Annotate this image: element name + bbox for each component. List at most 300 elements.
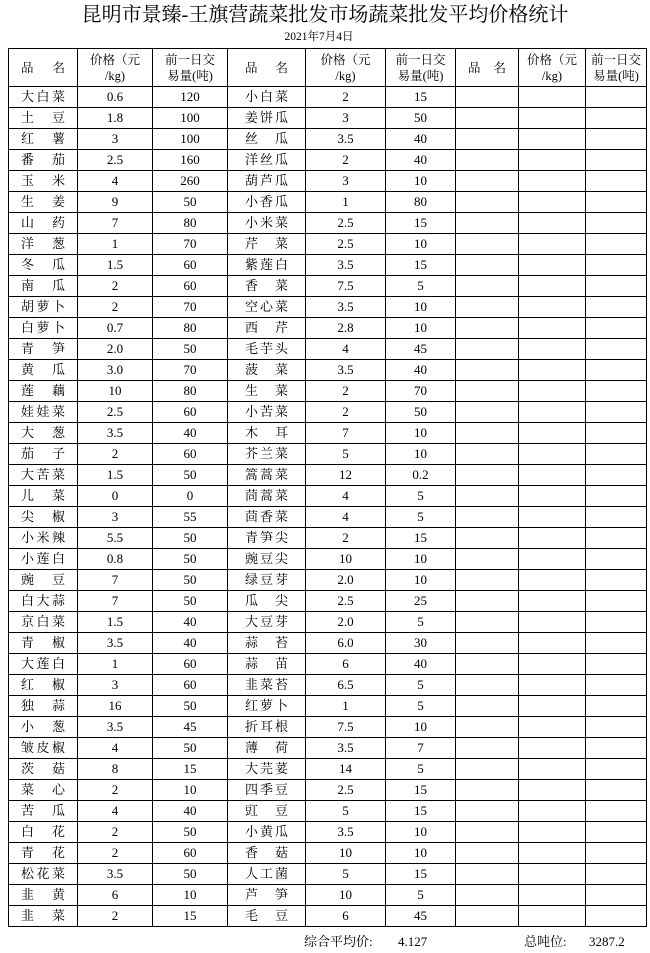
cell-volume: 40 [386, 129, 456, 150]
cell-price: 6 [78, 885, 153, 906]
table-row [9, 906, 647, 927]
cell-name [456, 318, 519, 339]
cell-name [456, 192, 519, 213]
cell-name: 菜 心 [9, 780, 78, 801]
cell-name: 松花菜 [9, 864, 78, 885]
table-row [9, 360, 647, 381]
cell-price [519, 276, 586, 297]
cell-name: 空心菜 [228, 297, 306, 318]
table-row [9, 507, 647, 528]
cell-name: 儿 菜 [9, 486, 78, 507]
cell-price: 2 [306, 528, 386, 549]
cell-volume [586, 885, 647, 906]
table-row [9, 570, 647, 591]
cell-name: 白大蒜 [9, 591, 78, 612]
table-row [9, 885, 647, 906]
cell-name [456, 381, 519, 402]
total-tonnage-label: 总吨位: [524, 934, 567, 949]
cell-price: 0.6 [78, 87, 153, 108]
cell-volume: 50 [386, 402, 456, 423]
cell-name: 小 葱 [9, 717, 78, 738]
table-row [9, 633, 647, 654]
table-row [9, 381, 647, 402]
cell-volume: 15 [386, 87, 456, 108]
cell-volume: 15 [386, 528, 456, 549]
cell-volume: 5 [386, 885, 456, 906]
cell-name [456, 108, 519, 129]
cell-volume: 10 [386, 549, 456, 570]
cell-price [519, 213, 586, 234]
table-row [9, 549, 647, 570]
header-price [78, 49, 153, 87]
cell-price [519, 717, 586, 738]
cell-volume [586, 108, 647, 129]
table-row [9, 822, 647, 843]
header-volume-line: 前一日交 [164, 52, 215, 67]
cell-price [519, 780, 586, 801]
cell-price: 4 [306, 507, 386, 528]
cell-volume [586, 675, 647, 696]
cell-name [456, 780, 519, 801]
cell-name: 毛芋头 [228, 339, 306, 360]
cell-price: 3.5 [306, 129, 386, 150]
cell-price: 1 [306, 696, 386, 717]
cell-price: 1.5 [78, 255, 153, 276]
cell-price: 2 [78, 297, 153, 318]
cell-volume: 50 [153, 192, 228, 213]
table-row [9, 780, 647, 801]
cell-price [519, 591, 586, 612]
cell-price: 2 [306, 381, 386, 402]
cell-name [456, 528, 519, 549]
cell-price: 1 [78, 234, 153, 255]
cell-price [519, 255, 586, 276]
table-row [9, 192, 647, 213]
cell-volume: 50 [153, 570, 228, 591]
cell-volume [586, 339, 647, 360]
table-row [9, 87, 647, 108]
cell-name: 青笋尖 [228, 528, 306, 549]
cell-name: 西 芹 [228, 318, 306, 339]
table-row [9, 297, 647, 318]
cell-price: 3.5 [306, 360, 386, 381]
cell-price: 2.5 [306, 780, 386, 801]
cell-name [456, 171, 519, 192]
total-tonnage-value: 3287.2 [589, 934, 625, 949]
cell-price: 3.5 [78, 864, 153, 885]
cell-name [456, 822, 519, 843]
cell-name: 韭菜苔 [228, 675, 306, 696]
cell-price [519, 423, 586, 444]
cell-volume: 10 [153, 780, 228, 801]
cell-price: 5 [306, 444, 386, 465]
cell-volume [586, 864, 647, 885]
cell-name: 瓜 尖 [228, 591, 306, 612]
cell-price [519, 759, 586, 780]
average-price-label: 综合平均价: [304, 934, 373, 949]
cell-volume: 70 [386, 381, 456, 402]
cell-volume: 15 [386, 255, 456, 276]
cell-volume: 50 [153, 591, 228, 612]
cell-name: 红 薯 [9, 129, 78, 150]
cell-volume [586, 276, 647, 297]
cell-price [519, 444, 586, 465]
cell-price: 1.5 [78, 612, 153, 633]
cell-price: 0.7 [78, 318, 153, 339]
cell-name [456, 591, 519, 612]
cell-price: 3.5 [306, 297, 386, 318]
cell-name: 茄 子 [9, 444, 78, 465]
cell-volume [586, 843, 647, 864]
cell-name: 木 耳 [228, 423, 306, 444]
cell-name: 白萝卜 [9, 318, 78, 339]
cell-name: 茼蒿菜 [228, 486, 306, 507]
cell-price: 1.5 [78, 465, 153, 486]
cell-volume: 50 [153, 549, 228, 570]
cell-volume [586, 402, 647, 423]
cell-price: 2.5 [78, 150, 153, 171]
cell-price: 2 [306, 150, 386, 171]
cell-price [519, 507, 586, 528]
cell-price: 5 [306, 864, 386, 885]
cell-price: 2 [306, 87, 386, 108]
average-price-value: 4.127 [398, 934, 428, 949]
cell-price [519, 171, 586, 192]
table-row [9, 486, 647, 507]
cell-name: 豌豆尖 [228, 549, 306, 570]
cell-name: 姜饼瓜 [228, 108, 306, 129]
header-price-line: 价格（元 [89, 52, 140, 67]
cell-price: 14 [306, 759, 386, 780]
page-title: 昆明市景臻-王旗营蔬菜批发市场蔬菜批发平均价格统计 [81, 4, 569, 26]
cell-price: 2.5 [78, 402, 153, 423]
cell-volume [586, 486, 647, 507]
cell-volume: 60 [153, 276, 228, 297]
cell-name: 皱皮椒 [9, 738, 78, 759]
table-row [9, 423, 647, 444]
cell-name: 大白菜 [9, 87, 78, 108]
cell-volume [586, 87, 647, 108]
cell-price [519, 129, 586, 150]
cell-name [456, 402, 519, 423]
cell-name: 白 花 [9, 822, 78, 843]
table-row [9, 339, 647, 360]
cell-price: 4 [78, 738, 153, 759]
cell-price: 3.5 [306, 822, 386, 843]
cell-name: 茴香菜 [228, 507, 306, 528]
cell-volume: 45 [386, 339, 456, 360]
cell-price [519, 654, 586, 675]
cell-name [456, 423, 519, 444]
cell-name: 青 椒 [9, 633, 78, 654]
cell-volume [586, 591, 647, 612]
cell-volume [586, 612, 647, 633]
cell-name: 大 葱 [9, 423, 78, 444]
cell-name: 折耳根 [228, 717, 306, 738]
cell-volume: 50 [153, 465, 228, 486]
cell-price: 2.5 [306, 213, 386, 234]
cell-volume: 50 [153, 528, 228, 549]
cell-name [456, 738, 519, 759]
cell-price [519, 801, 586, 822]
cell-name [456, 549, 519, 570]
cell-price: 2 [78, 822, 153, 843]
cell-name [456, 843, 519, 864]
cell-volume: 25 [386, 591, 456, 612]
cell-name [456, 339, 519, 360]
cell-name: 人工菌 [228, 864, 306, 885]
header-volume-line: 易量(吨) [167, 68, 213, 83]
header-name: 品 名 [456, 49, 519, 87]
cell-price: 1 [78, 654, 153, 675]
cell-name: 生 菜 [228, 381, 306, 402]
cell-volume [586, 528, 647, 549]
header-volume [386, 49, 456, 87]
cell-name: 小香瓜 [228, 192, 306, 213]
table-row [9, 444, 647, 465]
cell-price: 2.8 [306, 318, 386, 339]
cell-name: 番 茄 [9, 150, 78, 171]
cell-volume [586, 444, 647, 465]
cell-price: 7.5 [306, 276, 386, 297]
cell-name [456, 297, 519, 318]
cell-name: 芦 笋 [228, 885, 306, 906]
table-row [9, 108, 647, 129]
cell-name: 山 药 [9, 213, 78, 234]
cell-price: 3 [306, 171, 386, 192]
cell-volume: 15 [153, 759, 228, 780]
cell-price: 3.5 [78, 717, 153, 738]
cell-volume: 70 [153, 297, 228, 318]
table-body [9, 87, 647, 927]
table-row [9, 717, 647, 738]
cell-volume: 0.2 [386, 465, 456, 486]
cell-volume: 10 [386, 234, 456, 255]
header-price [306, 49, 386, 87]
cell-name: 土 豆 [9, 108, 78, 129]
cell-price: 2.0 [306, 570, 386, 591]
table-row [9, 402, 647, 423]
cell-volume: 15 [386, 801, 456, 822]
cell-volume [586, 171, 647, 192]
cell-price [519, 192, 586, 213]
cell-name: 绿豆芽 [228, 570, 306, 591]
cell-name: 红萝卜 [228, 696, 306, 717]
cell-price: 3.5 [306, 255, 386, 276]
cell-volume [586, 234, 647, 255]
cell-name [456, 276, 519, 297]
cell-volume: 40 [153, 423, 228, 444]
cell-name: 篙蒿菜 [228, 465, 306, 486]
cell-volume: 15 [153, 906, 228, 927]
cell-price: 2 [78, 276, 153, 297]
table-row [9, 213, 647, 234]
cell-price: 8 [78, 759, 153, 780]
header-volume-line: 易量(吨) [397, 68, 444, 83]
cell-name [456, 360, 519, 381]
table-row [9, 612, 647, 633]
cell-volume: 10 [153, 885, 228, 906]
cell-name: 蒜 苗 [228, 654, 306, 675]
header-price-line: /kg) [541, 68, 563, 83]
cell-name: 玉 米 [9, 171, 78, 192]
cell-price: 16 [78, 696, 153, 717]
cell-name: 大苦菜 [9, 465, 78, 486]
cell-name: 香 菇 [228, 843, 306, 864]
cell-name: 青 花 [9, 843, 78, 864]
cell-name [456, 507, 519, 528]
cell-volume: 40 [153, 633, 228, 654]
cell-price: 12 [306, 465, 386, 486]
table-row [9, 759, 647, 780]
cell-price: 2 [78, 780, 153, 801]
cell-name: 丝 瓜 [228, 129, 306, 150]
cell-price: 3.5 [306, 738, 386, 759]
cell-volume: 10 [386, 297, 456, 318]
table-row [9, 843, 647, 864]
cell-volume: 45 [153, 717, 228, 738]
cell-name: 茨 菇 [9, 759, 78, 780]
cell-price [519, 696, 586, 717]
cell-name [456, 654, 519, 675]
cell-name: 芹 菜 [228, 234, 306, 255]
cell-name [456, 885, 519, 906]
cell-price: 4 [78, 171, 153, 192]
cell-name [456, 717, 519, 738]
cell-volume: 100 [153, 108, 228, 129]
cell-volume [586, 192, 647, 213]
cell-volume [586, 507, 647, 528]
cell-name: 大莲白 [9, 654, 78, 675]
cell-price [519, 612, 586, 633]
cell-name: 娃娃菜 [9, 402, 78, 423]
cell-volume [586, 129, 647, 150]
header-volume-line: 前一日交 [395, 52, 446, 67]
table-row [9, 528, 647, 549]
table-row [9, 171, 647, 192]
cell-price [519, 465, 586, 486]
table-row [9, 234, 647, 255]
cell-volume: 30 [386, 633, 456, 654]
cell-name: 胡萝卜 [9, 297, 78, 318]
cell-volume: 15 [386, 213, 456, 234]
cell-name [456, 675, 519, 696]
cell-volume: 40 [153, 801, 228, 822]
cell-price [519, 402, 586, 423]
cell-name [456, 906, 519, 927]
cell-volume: 70 [153, 234, 228, 255]
cell-price: 6.5 [306, 675, 386, 696]
cell-name [456, 633, 519, 654]
cell-volume [586, 738, 647, 759]
cell-volume [586, 717, 647, 738]
cell-price [519, 885, 586, 906]
cell-volume [586, 696, 647, 717]
cell-price: 4 [306, 486, 386, 507]
cell-volume: 10 [386, 444, 456, 465]
cell-volume: 5 [386, 486, 456, 507]
cell-name: 菠 菜 [228, 360, 306, 381]
cell-name: 蒜 苔 [228, 633, 306, 654]
cell-name: 小米辣 [9, 528, 78, 549]
header-price-line: /kg) [335, 68, 356, 83]
cell-volume [586, 150, 647, 171]
cell-price: 10 [306, 843, 386, 864]
cell-price: 2 [78, 444, 153, 465]
cell-price: 3 [306, 108, 386, 129]
cell-name: 大芫荽 [228, 759, 306, 780]
cell-name: 豇 豆 [228, 801, 306, 822]
cell-name: 小白菜 [228, 87, 306, 108]
cell-price: 3 [78, 507, 153, 528]
cell-volume: 50 [153, 696, 228, 717]
cell-volume: 10 [386, 318, 456, 339]
cell-name: 四季豆 [228, 780, 306, 801]
cell-volume: 5 [386, 696, 456, 717]
cell-volume: 7 [386, 738, 456, 759]
cell-volume: 15 [386, 780, 456, 801]
cell-price: 10 [306, 885, 386, 906]
table-row [9, 654, 647, 675]
cell-volume: 50 [386, 108, 456, 129]
cell-volume [586, 213, 647, 234]
cell-volume: 5 [386, 276, 456, 297]
cell-volume: 10 [386, 171, 456, 192]
cell-volume: 50 [153, 339, 228, 360]
cell-price: 4 [78, 801, 153, 822]
cell-name [456, 234, 519, 255]
cell-volume: 50 [153, 864, 228, 885]
cell-volume [586, 801, 647, 822]
cell-price [519, 318, 586, 339]
cell-volume: 100 [153, 129, 228, 150]
cell-volume: 80 [153, 213, 228, 234]
cell-name [456, 486, 519, 507]
cell-price: 10 [306, 549, 386, 570]
cell-price: 2.0 [306, 612, 386, 633]
table-row [9, 129, 647, 150]
cell-price [519, 738, 586, 759]
cell-price: 3 [78, 129, 153, 150]
cell-name: 小苦菜 [228, 402, 306, 423]
cell-name: 葫芦瓜 [228, 171, 306, 192]
cell-volume: 60 [153, 444, 228, 465]
header-name: 品 名 [9, 49, 78, 87]
cell-price [519, 297, 586, 318]
cell-volume: 10 [386, 843, 456, 864]
cell-name: 洋 葱 [9, 234, 78, 255]
cell-volume: 60 [153, 675, 228, 696]
cell-volume: 10 [386, 822, 456, 843]
header-price [519, 49, 586, 87]
cell-price [519, 633, 586, 654]
cell-volume: 80 [386, 192, 456, 213]
cell-volume: 5 [386, 675, 456, 696]
cell-volume: 40 [386, 654, 456, 675]
cell-price: 1 [306, 192, 386, 213]
cell-name [456, 465, 519, 486]
cell-name [456, 864, 519, 885]
cell-volume: 40 [386, 150, 456, 171]
cell-volume [586, 759, 647, 780]
cell-volume: 40 [153, 612, 228, 633]
cell-volume [586, 633, 647, 654]
cell-volume [586, 381, 647, 402]
cell-volume: 5 [386, 759, 456, 780]
cell-volume: 5 [386, 612, 456, 633]
cell-volume: 160 [153, 150, 228, 171]
cell-price [519, 381, 586, 402]
